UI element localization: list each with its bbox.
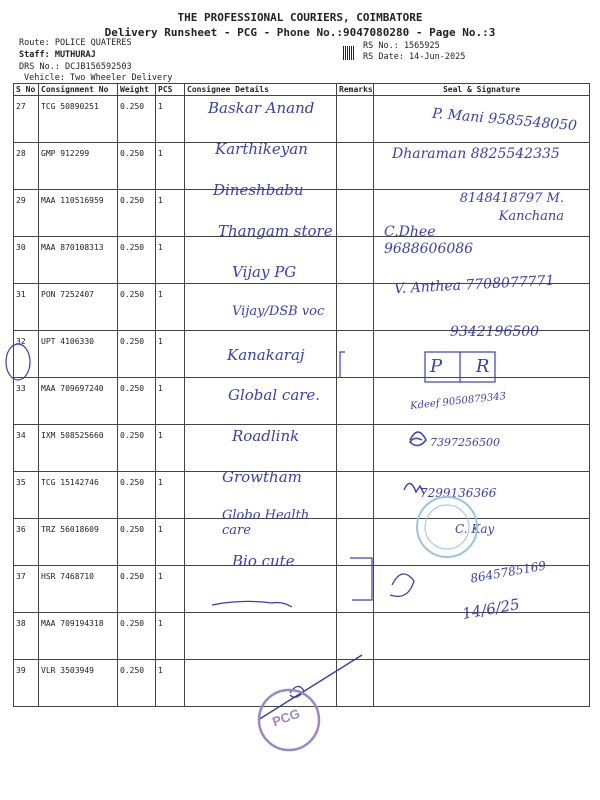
- staff-label: Staff: MUTHURAJ: [19, 50, 96, 60]
- col-signature: Seal & Signature: [374, 84, 590, 96]
- signature-scribble-icon: [404, 483, 424, 494]
- table-row: 27 TCG 50890251 0.250 1: [14, 96, 590, 143]
- table-row: 35 TCG 15142746 0.250 1: [14, 472, 590, 519]
- closing-slash-icon: [258, 655, 362, 720]
- signature-handwriting: 8148418797 M. Kanchana: [459, 191, 564, 224]
- table-row: 34 IXM 508525660 0.250 1: [14, 425, 590, 472]
- signature-handwriting: 9342196500: [450, 324, 540, 340]
- bracket-mark-icon: [350, 558, 372, 600]
- signature-handwriting: 7397256500: [430, 436, 500, 449]
- table-row: 31 PON 7252407 0.250 1: [14, 284, 590, 331]
- table-row: 37 HSR 7468710 0.250 1: [14, 566, 590, 613]
- arrow-mark-icon: [340, 352, 345, 378]
- rs-number: RS No.: 1565925: [363, 41, 440, 51]
- consignee-handwriting: Vijay PG: [232, 263, 297, 281]
- consignee-handwriting: Globo Health care: [222, 508, 310, 538]
- col-remarks: Remarks: [337, 84, 374, 96]
- col-pcs: PCS: [156, 84, 185, 96]
- table-row: 38 MAA 709194318 0.250 1: [14, 613, 590, 660]
- signature-handwriting: Kdeef 9050879343: [409, 391, 507, 412]
- table-row: 33 MAA 709697240 0.250 1: [14, 378, 590, 425]
- table-row: 28 GMP 912299 0.250 1: [14, 143, 590, 190]
- drs-label: DRS No.: DCJB156592503: [19, 62, 132, 72]
- table-row: 32 UPT 4106330 0.250 1: [14, 331, 590, 378]
- vehicle-label: Vehicle: Two Wheeler Delivery: [24, 73, 173, 83]
- circle-mark-icon: [6, 344, 30, 380]
- signature-handwriting: C. Kay: [455, 522, 495, 536]
- table-row: 39 VLR 3503949 0.250 1: [14, 660, 590, 707]
- consignee-handwriting: Baskar Anand: [208, 99, 315, 117]
- signature-handwriting: P. Mani 9585548050: [431, 105, 578, 135]
- signature-scribble-icon: [390, 574, 414, 596]
- consignee-handwriting: Karthikeyan: [215, 140, 308, 158]
- consignee-handwriting: Bio cute: [232, 552, 295, 570]
- signature-handwriting: 8645785169: [469, 558, 547, 586]
- consignee-handwriting: Vijay/DSB voc: [232, 304, 325, 319]
- signature-handwriting: 14/6/25: [460, 595, 521, 623]
- signature-scribble-icon: [410, 432, 426, 446]
- col-sno: S No: [14, 84, 39, 96]
- route-label: Route: POLICE QUATERES: [19, 38, 132, 48]
- col-weight: Weight: [118, 84, 156, 96]
- signature-handwriting: 7299136366: [420, 486, 497, 500]
- consignee-handwriting: Global care.: [228, 386, 321, 404]
- col-consignment: Consignment No: [39, 84, 118, 96]
- signature-handwriting: Dharaman 8825542335: [392, 146, 560, 162]
- dash-scribble-icon: [212, 601, 292, 607]
- pcg-stamp-text: PCG: [270, 705, 302, 730]
- company-title: THE PROFESSIONAL COURIERS, COIMBATORE: [177, 11, 423, 24]
- consignee-handwriting: Roadlink: [232, 427, 300, 445]
- consignee-handwriting: Thangam store: [218, 222, 333, 240]
- table-row: 30 MAA 870108313 0.250 1: [14, 237, 590, 284]
- runsheet-subtitle: Delivery Runsheet - PCG - Phone No.:9047080280 - Page No.:3: [104, 26, 496, 39]
- table-row: 36 TRZ 56018609 0.250 1: [14, 519, 590, 566]
- signature-handwriting: P R: [430, 356, 504, 377]
- signature-handwriting: V. Anthea 7708077771: [393, 272, 555, 298]
- consignee-handwriting: Kanakaraj: [227, 346, 305, 364]
- consignee-handwriting: Growtham: [222, 468, 302, 486]
- col-consignee: Consignee Details: [185, 84, 337, 96]
- rs-date: RS Date: 14-Jun-2025: [363, 52, 466, 62]
- seal-stamp-icon: [417, 497, 477, 557]
- consignee-handwriting: Dineshbabu: [213, 181, 304, 199]
- table-row: 29 MAA 110516959 0.250 1: [14, 190, 590, 237]
- signature-handwriting: C.Dhee 9688606086: [384, 224, 474, 257]
